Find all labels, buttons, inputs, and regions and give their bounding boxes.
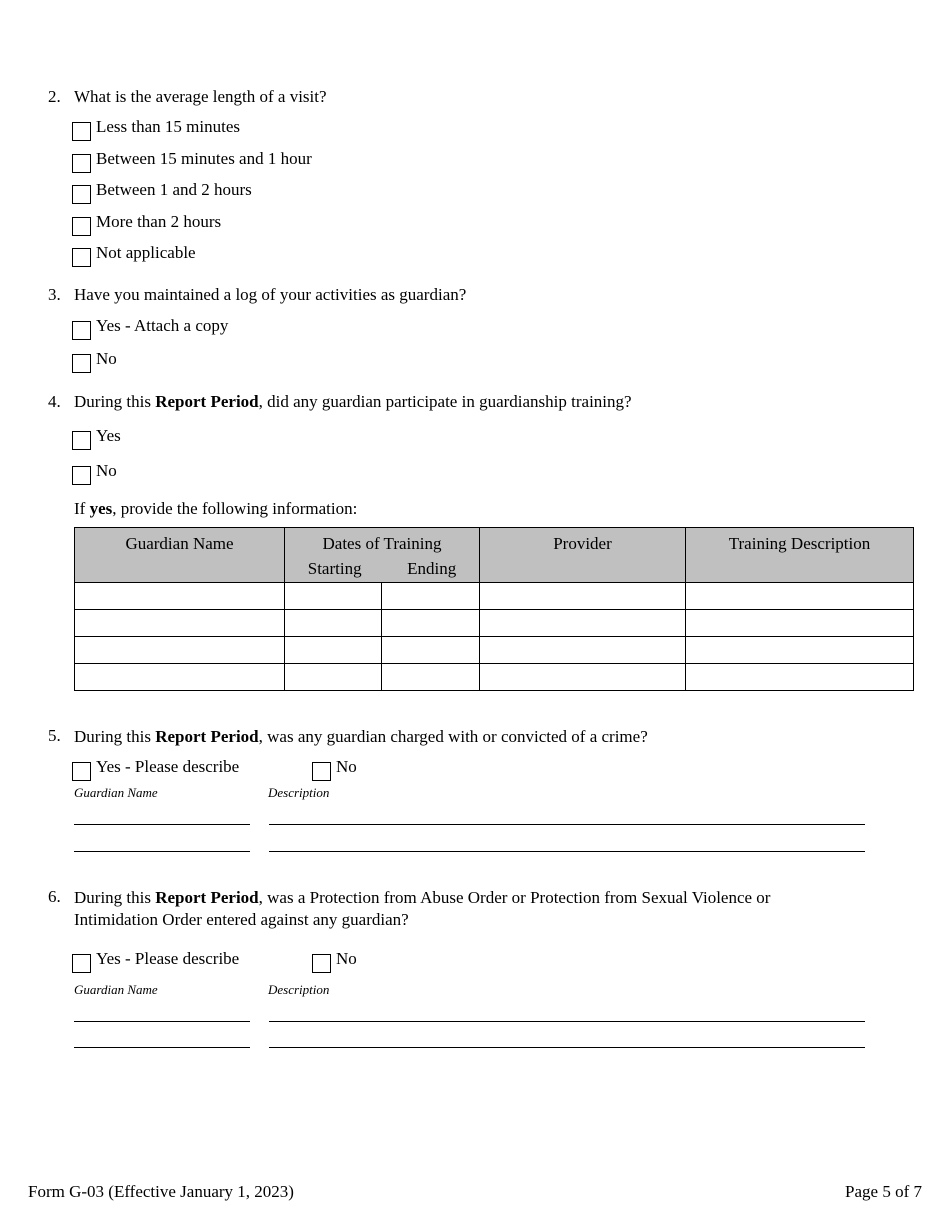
cell-provider[interactable] xyxy=(480,664,686,691)
q4-option-no[interactable]: No xyxy=(72,461,117,483)
q3-number: 3. xyxy=(48,285,61,304)
footer-page-number: Page 5 of 7 xyxy=(845,1182,922,1201)
cell-ending[interactable] xyxy=(382,583,480,610)
checkbox[interactable] xyxy=(312,762,331,781)
header-guardian-name: Guardian Name xyxy=(75,528,285,583)
q3-option-yes[interactable]: Yes - Attach a copy xyxy=(72,316,228,338)
table-row xyxy=(75,610,914,637)
q6-question: During this Report Period, was a Protection from Abuse Order or Protection from Sexual Violence or xyxy=(74,888,771,907)
cell-description[interactable] xyxy=(686,637,914,664)
table-row xyxy=(75,664,914,691)
header-training-description: Training Description xyxy=(686,528,914,583)
cell-description[interactable] xyxy=(686,610,914,637)
q5-desc-line-1[interactable] xyxy=(269,824,865,825)
checkbox[interactable] xyxy=(72,154,91,173)
checkbox[interactable] xyxy=(312,954,331,973)
cell-starting[interactable] xyxy=(285,583,382,610)
q2-number: 2. xyxy=(48,87,61,106)
q2-option-1-2-hours[interactable]: Between 1 and 2 hours xyxy=(72,180,252,202)
cell-guardian-name[interactable] xyxy=(75,664,285,691)
q6-desc-line-2[interactable] xyxy=(269,1047,865,1048)
q2-option-more-2-hours[interactable]: More than 2 hours xyxy=(72,212,221,234)
header-ending: Ending xyxy=(407,559,457,578)
cell-guardian-name[interactable] xyxy=(75,610,285,637)
q5-guardian-name-label: Guardian Name xyxy=(74,785,158,800)
checkbox[interactable] xyxy=(72,248,91,267)
checkbox[interactable] xyxy=(72,217,91,236)
cell-starting[interactable] xyxy=(285,610,382,637)
cell-provider[interactable] xyxy=(480,610,686,637)
cell-provider[interactable] xyxy=(480,583,686,610)
cell-starting[interactable] xyxy=(285,664,382,691)
cell-ending[interactable] xyxy=(382,664,480,691)
checkbox[interactable] xyxy=(72,466,91,485)
q5-option-no[interactable]: No xyxy=(312,757,357,779)
cell-provider[interactable] xyxy=(480,637,686,664)
checkbox[interactable] xyxy=(72,954,91,973)
checkbox[interactable] xyxy=(72,762,91,781)
q5-option-yes[interactable]: Yes - Please describe xyxy=(72,757,239,779)
q3-question: Have you maintained a log of your activities as guardian? xyxy=(74,285,467,304)
header-provider: Provider xyxy=(480,528,686,583)
q2-option-15-60[interactable]: Between 15 minutes and 1 hour xyxy=(72,149,312,171)
q2-question: What is the average length of a visit? xyxy=(74,87,327,106)
q5-number: 5. xyxy=(48,726,61,745)
cell-starting[interactable] xyxy=(285,637,382,664)
cell-description[interactable] xyxy=(686,583,914,610)
footer-form-id: Form G-03 (Effective January 1, 2023) xyxy=(28,1182,294,1201)
q2-option-less-15[interactable]: Less than 15 minutes xyxy=(72,117,240,139)
q5-name-line-2[interactable] xyxy=(74,851,250,852)
cell-guardian-name[interactable] xyxy=(75,637,285,664)
q5-desc-line-2[interactable] xyxy=(269,851,865,852)
q6-guardian-name-label: Guardian Name xyxy=(74,982,158,997)
q5-description-label: Description xyxy=(268,785,330,800)
q6-option-yes[interactable]: Yes - Please describe xyxy=(72,949,239,971)
training-table xyxy=(74,527,914,691)
q4-number: 4. xyxy=(48,392,61,411)
q6-name-line-2[interactable] xyxy=(74,1047,250,1048)
q6-number: 6. xyxy=(48,887,61,906)
cell-ending[interactable] xyxy=(382,610,480,637)
table-row xyxy=(75,583,914,610)
table-row xyxy=(75,637,914,664)
checkbox[interactable] xyxy=(72,431,91,450)
q6-name-line-1[interactable] xyxy=(74,1021,250,1022)
q3-option-no[interactable]: No xyxy=(72,349,117,371)
cell-ending[interactable] xyxy=(382,637,480,664)
q6-question-line2: Intimidation Order entered against any guardian? xyxy=(74,910,409,929)
q2-option-not-applicable[interactable]: Not applicable xyxy=(72,243,196,265)
checkbox[interactable] xyxy=(72,122,91,141)
training-table-header xyxy=(75,528,914,583)
cell-guardian-name[interactable] xyxy=(75,583,285,610)
header-starting: Starting xyxy=(307,559,362,578)
checkbox[interactable] xyxy=(72,321,91,340)
q5-name-line-1[interactable] xyxy=(74,824,250,825)
q6-option-no[interactable]: No xyxy=(312,949,357,971)
q6-desc-line-1[interactable] xyxy=(269,1021,865,1022)
checkbox[interactable] xyxy=(72,185,91,204)
q6-description-label: Description xyxy=(268,982,330,997)
header-dates-of-training: Dates of Training Starting Ending xyxy=(285,528,480,583)
q4-followup: If yes, provide the following information: xyxy=(74,499,358,518)
checkbox[interactable] xyxy=(72,354,91,373)
q4-question: During this Report Period, did any guardian participate in guardianship training? xyxy=(74,392,632,411)
cell-description[interactable] xyxy=(686,664,914,691)
q4-option-yes[interactable]: Yes xyxy=(72,426,121,448)
q5-question: During this Report Period, was any guardian charged with or convicted of a crime? xyxy=(74,727,648,746)
